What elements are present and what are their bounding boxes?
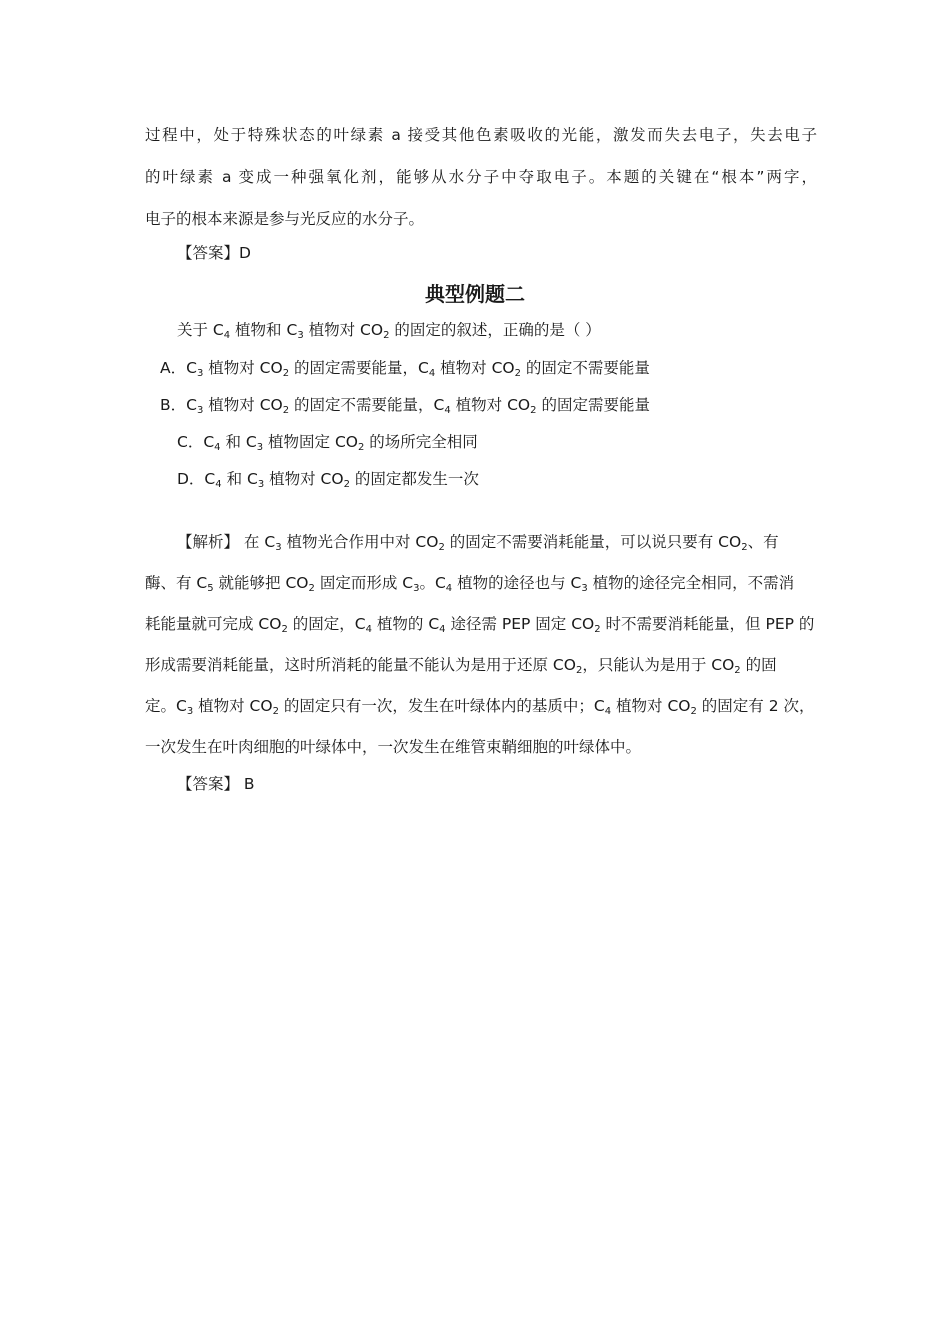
text-run: 植物对 CO [193, 697, 273, 715]
subscript: 4 [223, 330, 231, 341]
text-run: ，只能认为是用于 CO [582, 656, 735, 674]
explanation-line-3: 电子的根本来源是参与光反应的水分子。 [145, 210, 425, 228]
text-run: 的固定只有一次，发生在叶绿体内的基质中；C [278, 697, 605, 715]
text-run: 植物对 CO [264, 470, 344, 488]
subscript: 2 [282, 368, 290, 379]
text-run: 植物对 CO [203, 396, 283, 414]
subscript: 2 [530, 405, 537, 416]
subscript: 2 [575, 665, 583, 676]
subscript: 3 [581, 583, 588, 594]
text-run: 时不需要消耗能量，但 PEP 的 [600, 615, 815, 633]
text-run: 的固定不需要能量 [520, 359, 650, 377]
subscript: 3 [186, 706, 194, 717]
subscript: 4 [365, 624, 372, 635]
subscript: 2 [383, 330, 390, 341]
subscript: 4 [445, 583, 453, 594]
subscript: 3 [196, 368, 204, 379]
text-run: 的固 [740, 656, 777, 674]
subscript: 4 [604, 706, 612, 717]
subscript: 2 [594, 624, 601, 635]
text-run: 固定而形成 C [314, 574, 414, 592]
question-stem [177, 319, 601, 341]
subscript: 4 [215, 479, 222, 490]
subscript: 3 [256, 442, 264, 453]
section-title: 典型例题二 [425, 282, 525, 306]
text-run: 和 C [220, 433, 257, 451]
text-run: 的固定，C [287, 615, 366, 633]
analysis-line-1 [177, 531, 779, 553]
subscript: 4 [444, 405, 451, 416]
text-run: 植物对 CO [303, 321, 384, 339]
subscript: 2 [308, 583, 315, 594]
text-run: 的固定都发生一次 [349, 470, 479, 488]
subscript: 2 [690, 706, 697, 717]
text-run: 耗能量就可完成 CO [145, 615, 282, 633]
text-run: 的场所完全相同 [364, 433, 478, 451]
subscript: 5 [207, 583, 214, 594]
text-run: 植物的途径也与 C [452, 574, 582, 592]
analysis-line-4 [145, 654, 777, 676]
option-d [177, 468, 479, 490]
subscript: 2 [282, 405, 290, 416]
text-run: 和 C [221, 470, 258, 488]
text-run: 【解析】 在 C [177, 533, 276, 551]
text-run: 的固定需要能量，C [289, 359, 429, 377]
text-run: 的固定有 2 次， [696, 697, 815, 715]
subscript: 2 [438, 542, 445, 553]
text-run: 植物的途径完全相同，不需消 [587, 574, 795, 592]
analysis-line-3 [145, 613, 814, 635]
subscript: 2 [734, 665, 741, 676]
text-run: 的固定不需要能量，C [289, 396, 445, 414]
text-run: 的固定的叙述，正确的是（ ） [389, 321, 601, 339]
text-run: 植物光合作用中对 CO [281, 533, 439, 551]
subscript: 2 [741, 542, 748, 553]
answer-2: 【答案】 B [177, 775, 255, 793]
answer-1: 【答案】D [177, 244, 251, 262]
text-run: 定。C [145, 697, 187, 715]
text-run: 关于 C [177, 321, 224, 339]
explanation-line-1: 过程中，处于特殊状态的叶绿素 a 接受其他色素吸收的光能，激发而失去电子，失去电子 [145, 126, 817, 144]
text-run: 。C [419, 574, 446, 592]
subscript: 2 [281, 624, 288, 635]
option-a [160, 357, 650, 379]
text-run: 酶、有 C [145, 574, 208, 592]
subscript: 4 [428, 368, 436, 379]
text-run: 、有 [747, 533, 779, 551]
option-c [177, 431, 478, 453]
subscript: 3 [297, 330, 304, 341]
subscript: 2 [272, 706, 279, 717]
text-run: C．C [177, 433, 215, 451]
analysis-line-2 [145, 572, 794, 594]
explanation-line-2: 的叶绿素 a 变成一种强氧化剂，能够从水分子中夺取电子。本题的关键在“根本”两字， [145, 168, 817, 186]
subscript: 3 [413, 583, 420, 594]
text-run: 途径需 PEP 固定 CO [445, 615, 595, 633]
text-run: 植物固定 CO [263, 433, 358, 451]
text-run: 植物对 CO [435, 359, 515, 377]
text-run: 的固定需要能量 [536, 396, 650, 414]
text-run: 植物对 CO [450, 396, 531, 414]
subscript: 2 [357, 442, 365, 453]
text-run: 就能够把 CO [213, 574, 309, 592]
subscript: 2 [343, 479, 350, 490]
text-run: 植物的 C [371, 615, 440, 633]
text-run: 植物和 C [230, 321, 298, 339]
text-run: A．C [160, 359, 197, 377]
subscript: 2 [514, 368, 521, 379]
subscript: 3 [196, 405, 204, 416]
text-run: 植物对 CO [611, 697, 691, 715]
subscript: 4 [439, 624, 446, 635]
analysis-line-5 [145, 695, 815, 717]
text-run: 植物对 CO [203, 359, 283, 377]
text-run: 的固定不需要消耗能量，可以说只要有 CO [444, 533, 742, 551]
analysis-line-6: 一次发生在叶肉细胞的叶绿体中，一次发生在维管束鞘细胞的叶绿体中。 [145, 738, 642, 756]
option-b [160, 394, 650, 416]
subscript: 3 [257, 479, 265, 490]
subscript: 3 [275, 542, 282, 553]
text-run: D．C [177, 470, 216, 488]
text-run: 形成需要消耗能量，这时所消耗的能量不能认为是用于还原 CO [145, 656, 576, 674]
subscript: 4 [214, 442, 221, 453]
text-run: B．C [160, 396, 197, 414]
